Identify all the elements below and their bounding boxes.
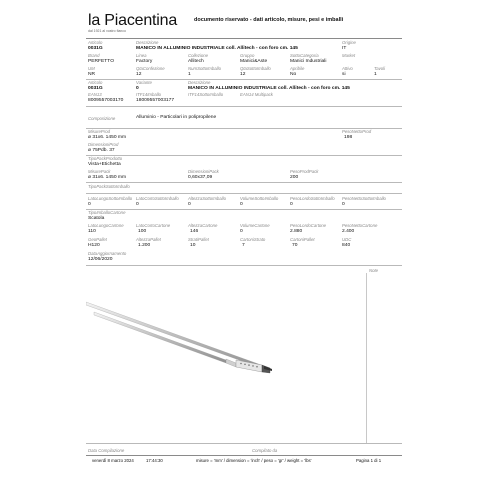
brand-tagline: dal 1921 al vostro fianco — [88, 29, 126, 33]
label-brand: Brand — [88, 53, 100, 58]
label-tipo-imballo-cartone: TipoImballoCartone — [88, 210, 126, 215]
value-peso-netto-prod: 198 — [344, 135, 353, 140]
value-peso-lordo-cartone: 2.880 — [290, 229, 303, 234]
value-articolo: 0031G — [88, 46, 103, 51]
label-tipo-pack-sottoimballo: TipoPackSottoImballo — [88, 184, 130, 189]
label-geo-pallet: GeoPallet — [88, 237, 107, 242]
label-peso-lordo-sottoimballo: PesoLordoSottoImballo — [290, 196, 335, 201]
label-articolo-variant: Articolo — [88, 80, 103, 85]
divider — [86, 79, 402, 80]
value-cartoni-strato: 7 — [242, 243, 245, 248]
label-dimensioni-pack: DimensioniPack — [188, 169, 219, 174]
value-qta-sottoimballo: 12 — [240, 72, 246, 77]
label-articolo: Articolo — [88, 40, 103, 45]
value-udc: 840 — [342, 243, 351, 248]
value-altezza-cartone: 146 — [190, 229, 199, 234]
label-dimensioni-prod: DimensioniProd — [88, 142, 119, 147]
value-num-sottoimballo: 1 — [188, 72, 191, 77]
value-data-aggiornamento: 12/06/2020 — [88, 257, 113, 262]
divider — [86, 155, 402, 156]
divider — [86, 265, 402, 266]
divider — [86, 182, 402, 183]
value-volume-sottoimballo: 0 — [240, 202, 243, 207]
label-data-compilazione: Data Compilazione — [88, 448, 125, 453]
value-dimensioni-prod: ø 75Pdb. 37 — [88, 148, 115, 153]
value-lato-corto-cartone: 100 — [138, 229, 147, 234]
label-attivo: Attivo — [342, 66, 353, 71]
footer-date: venerdì 8 marzo 2024 — [92, 458, 134, 463]
value-lato-corto-sottoimballo: 0 — [136, 202, 139, 207]
value-apribile: No — [290, 72, 297, 77]
label-peso-lordo-cartone: PesoLordoCartone — [290, 223, 327, 228]
label-lato-lungo-sottoimballo: LatoLungoSottoImballo — [88, 196, 133, 201]
label-origine: Origine — [342, 40, 356, 45]
label-misure-prod: MisureProd — [88, 129, 110, 134]
label-itf14-imballo: ITF14Imballo — [136, 92, 162, 97]
label-variante: Variante — [136, 80, 152, 85]
label-volume-cartone: VolumeCartone — [240, 223, 270, 228]
label-tavoli: Tavoli — [374, 66, 386, 71]
label-lato-corto-cartone: LatoCortoCartone — [136, 223, 171, 228]
value-composizione: Alluminio - Particolari in polipropilene — [136, 115, 217, 120]
footer-time: 17:44:30 — [146, 458, 163, 463]
label-compilato-da: Compilato da — [252, 448, 278, 453]
label-itf14-sottoimballo: ITF14SottoImballo — [188, 92, 224, 97]
label-ean14-multipack: EAN14 Multipack — [240, 92, 273, 97]
label-cartoni-strato: CartoniStrato — [240, 237, 266, 242]
value-lato-lungo-sottoimballo: 0 — [88, 202, 91, 207]
label-lato-corto-sottoimballo: LatoCortoSottoImballo — [136, 196, 179, 201]
value-misure-pack: ø 31x6. 1450 mm — [88, 175, 127, 180]
footer-units: misure = 'mm' / dimension = 'inch' / peso = 'gr' / weight = 'lbs' — [196, 458, 312, 463]
value-articolo-variant: 0031G — [88, 86, 103, 91]
value-collezione: Allitech — [188, 59, 204, 64]
label-peso-netto-cartone: PesoNettoCartone — [342, 223, 378, 228]
label-qta-confezione: QtaConfezione — [136, 66, 165, 71]
label-udc: UDC — [342, 237, 352, 242]
value-tavoli: 1 — [374, 72, 377, 77]
value-um: NR — [88, 72, 96, 77]
label-altezza-pallet: AltezzaPallet — [136, 237, 161, 242]
value-gruppo: Manici&Aste — [240, 59, 268, 64]
document-title: documento riservato - dati articolo, misure, pesi e imballi — [194, 17, 344, 23]
value-peso-prod-pack: 200 — [290, 175, 299, 180]
divider — [86, 443, 402, 444]
value-linea: Factory — [136, 59, 153, 64]
value-brand: PERFETTO — [88, 59, 114, 64]
value-dimensioni-pack: 0,60x37,09 — [188, 175, 213, 180]
label-descrizione-variant: Descrizione — [188, 80, 211, 85]
label-misure-pack: MisurePack — [88, 169, 111, 174]
value-misure-prod: ø 31x6. 1450 mm — [88, 135, 127, 140]
label-peso-netto-prod: PesoNettoProd — [342, 129, 372, 134]
label-ean13: EAN13 — [88, 92, 102, 97]
footer-divider — [86, 455, 402, 456]
label-tipo-pack-prodotto: TipoPackProdotto — [88, 156, 123, 161]
label-strati-pallet: StratiPallet — [188, 237, 209, 242]
value-tipo-imballo-cartone: Scatola — [88, 216, 105, 221]
label-composizione: Composizione — [88, 116, 116, 121]
label-linea: Linea — [136, 53, 147, 58]
value-variante: 0 — [136, 86, 139, 91]
value-peso-netto-cartone: 2.400 — [342, 229, 355, 234]
value-altezza-sottoimballo: 0 — [188, 202, 191, 207]
value-attivo: si — [342, 72, 346, 77]
label-volume-sottoimballo: VolumeSottoImballo — [240, 196, 279, 201]
value-descrizione-variant: MANICO IN ALLUMINIO INDUSTRIALE coll. Allitech - con foro cm. 145 — [188, 86, 350, 91]
divider — [86, 209, 402, 210]
label-apribile: Apribile — [290, 66, 305, 71]
value-descrizione: MANICO IN ALLUMINIO INDUSTRIALE coll. Allitech - con foro cm. 145 — [136, 46, 298, 51]
label-peso-netto-sottoimballo: PesoNettoSottoImballo — [342, 196, 386, 201]
label-cartoni-pallet: CartoniPallet — [290, 237, 315, 242]
divider — [86, 193, 402, 194]
value-sottocategoria: Manici Industriali — [290, 59, 327, 64]
value-tipo-pack-prodotto: Vista+Etichetta — [88, 162, 121, 167]
value-volume-cartone: 0 — [240, 229, 243, 234]
footer-page: Pagina 1 di 1 — [356, 458, 382, 463]
value-strati-pallet: 10 — [190, 243, 196, 248]
label-note: Note — [369, 268, 379, 273]
product-image — [86, 270, 362, 440]
value-lato-lungo-cartone: 110 — [88, 229, 96, 234]
note-box — [366, 273, 403, 443]
brand-logo: la Piacentina — [88, 12, 178, 29]
value-qta-confezione: 12 — [136, 72, 142, 77]
label-peso-prod-pack: PesoProdPack — [290, 169, 319, 174]
value-ean13: 8009557003170 — [88, 98, 124, 103]
label-num-sottoimballo: NumSottoImballo — [188, 66, 221, 71]
divider — [86, 106, 402, 107]
label-data-aggiornamento: DataAggiornamento — [88, 251, 127, 256]
label-altezza-sottoimballo: AltezzaSottoImballo — [188, 196, 226, 201]
label-lato-lungo-cartone: LatoLungoCartone — [88, 223, 124, 228]
label-altezza-cartone: AltezzaCartone — [188, 223, 218, 228]
label-gruppo: Gruppo — [240, 53, 255, 58]
label-descrizione: Descrizione — [136, 40, 159, 45]
value-origine: IT — [342, 46, 347, 51]
header-divider — [86, 38, 402, 39]
label-collezione: Collezione — [188, 53, 209, 58]
label-sottocategoria: SottoCategoria — [290, 53, 319, 58]
value-altezza-pallet: 1.200 — [138, 243, 151, 248]
value-peso-netto-sottoimballo: 0 — [342, 202, 345, 207]
label-market: Market — [342, 53, 356, 58]
value-peso-lordo-sottoimballo: 0 — [290, 202, 293, 207]
label-um: UM — [88, 66, 95, 71]
label-qta-sottoimballo: QtaSottoImballo — [240, 66, 271, 71]
value-geo-pallet: H120 — [88, 243, 100, 248]
value-cartoni-pallet: 70 — [292, 243, 298, 248]
value-itf14-imballo: 18009557003177 — [136, 98, 175, 103]
